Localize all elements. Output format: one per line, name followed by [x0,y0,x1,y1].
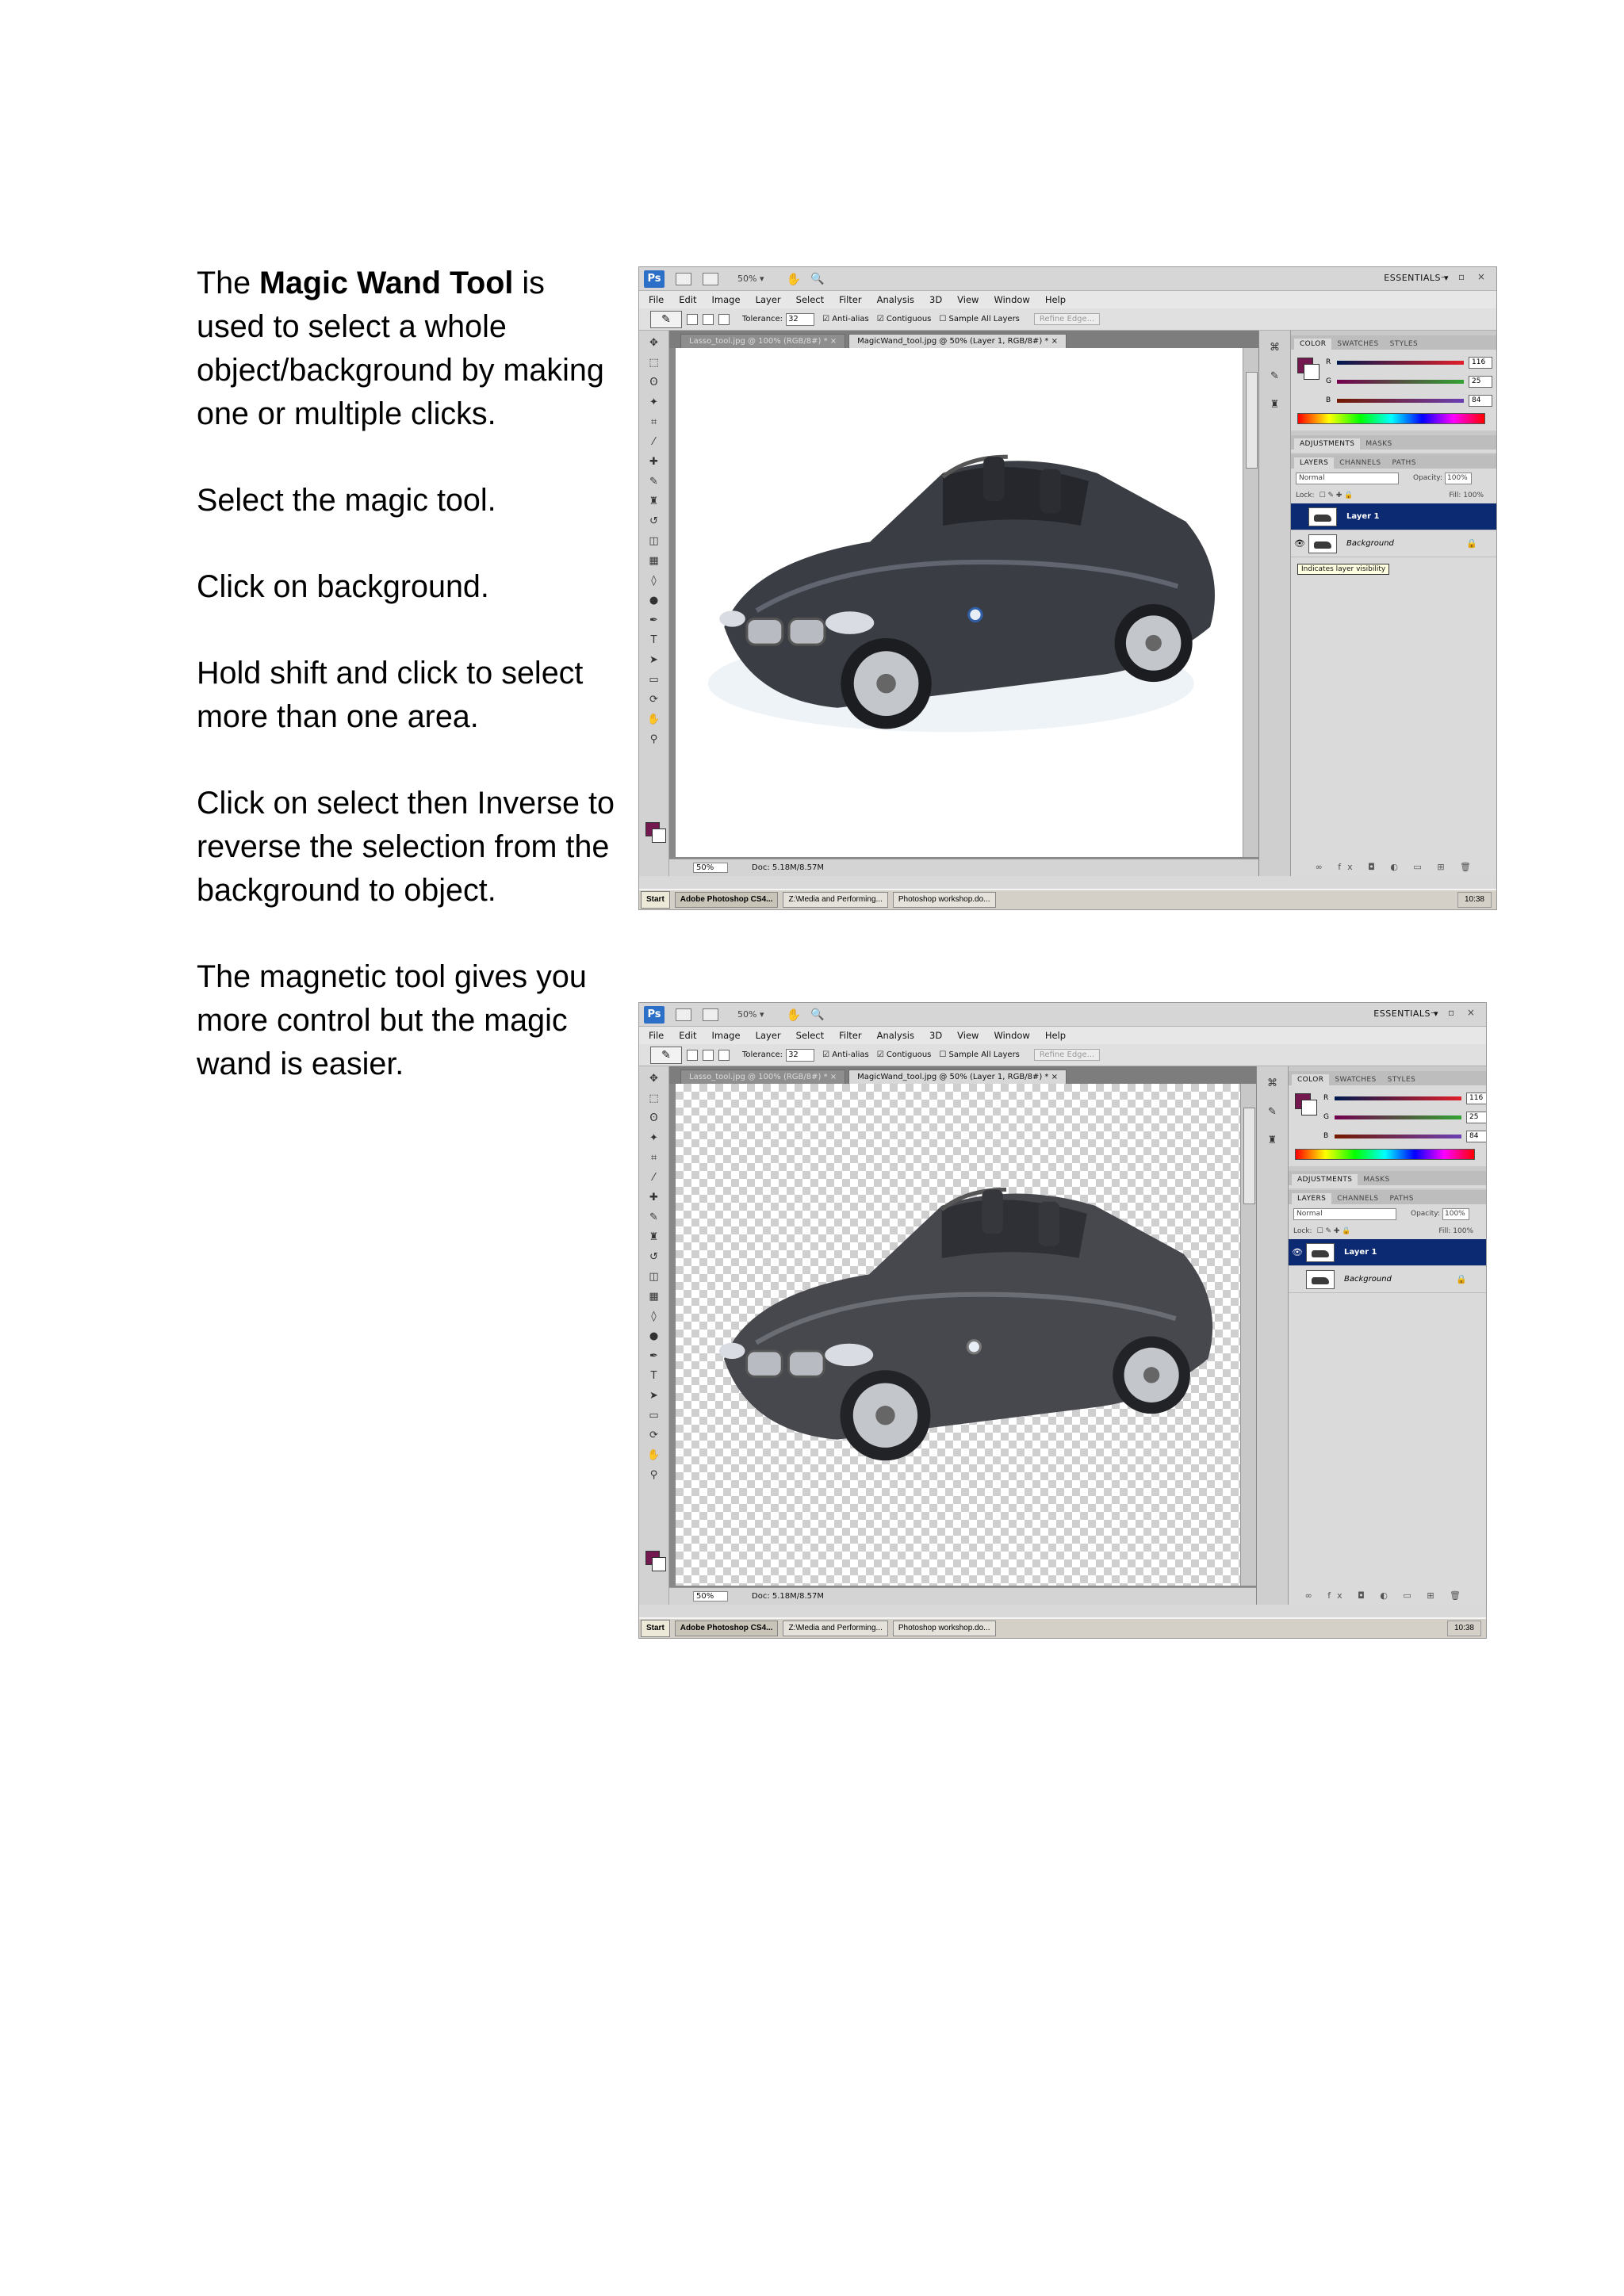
anti-alias-checkbox[interactable]: ☑ Anti-alias [822,1050,869,1059]
stamp-tool-icon[interactable]: ♜ [649,496,659,507]
brush-tool-icon[interactable]: ✎ [649,476,658,488]
tolerance-label: Tolerance: [742,1050,783,1059]
history-panel-icon[interactable]: ⌘ [1267,1077,1277,1089]
document-area [669,331,1258,876]
tab-lasso-tool[interactable]: Lasso_tool.jpg @ 100% (RGB/8#) * × [680,1070,845,1084]
menu-help[interactable]: Help [1044,294,1067,305]
history-brush-icon[interactable]: ↺ [649,1251,658,1263]
panel-background-swatch[interactable] [1304,364,1320,380]
view-extras-icon[interactable] [703,1008,718,1021]
refine-edge-button[interactable]: Refine Edge... [1034,313,1100,325]
layer-row-background[interactable] [1291,530,1496,557]
window-buttons[interactable]: – ▫ × [1441,271,1490,282]
fill-label: Fill: [1449,492,1461,499]
tab-swatches[interactable]: SWATCHES [1337,340,1379,348]
task-word-doc[interactable]: Photoshop workshop.do... [893,892,996,908]
eraser-tool-icon[interactable]: ◫ [649,535,659,547]
healing-tool-icon[interactable]: ✚ [649,1192,658,1203]
subtract-selection-mode[interactable] [718,314,730,325]
windows-taskbar [639,889,1496,909]
menu-bar [639,291,1496,308]
red-slider[interactable]: R 116 [1323,1090,1487,1106]
lock-row [1289,1223,1486,1239]
add-selection-mode[interactable] [703,314,714,325]
blend-mode-select[interactable]: Normal [1296,473,1399,484]
hand-tool-icon[interactable]: ✋ [647,714,661,725]
blue-slider[interactable]: B 84 [1326,392,1492,408]
layers-footer-icons[interactable]: ∞ fx ◘ ◐ ▭ ⊞ 🗑 [1304,1590,1467,1601]
vertical-scrollbar[interactable] [1240,1084,1256,1586]
opacity-label: Opacity: [1411,1210,1440,1218]
panel-background-swatch[interactable] [1301,1100,1317,1115]
color-spectrum[interactable] [1297,413,1485,424]
document-tabs [669,1066,1256,1084]
magic-wand-tool-icon[interactable]: ✦ [649,1132,658,1144]
tab-paths[interactable]: PATHS [1389,1195,1414,1203]
menu-3d[interactable]: 3D [929,1030,943,1041]
fill-label: Fill: [1438,1227,1451,1235]
layer-options-row [1291,469,1496,488]
tab-styles[interactable]: STYLES [1389,340,1419,348]
tab-adjustments[interactable]: ADJUSTMENTS [1294,438,1360,450]
options-bar [639,308,1496,331]
options-bar [639,1044,1486,1066]
contiguous-checkbox[interactable]: ☑ Contiguous [877,1050,932,1059]
color-panel-tabs [1291,335,1496,350]
green-value[interactable]: 25 [1469,376,1492,388]
layer-name: Background [1344,1275,1392,1284]
magic-wand-tool-icon[interactable]: ✦ [649,396,658,408]
anti-alias-checkbox[interactable]: ☑ Anti-alias [822,315,869,323]
status-zoom[interactable]: 50% [693,1591,728,1601]
eyedropper-tool-icon[interactable]: ⁄ [653,436,655,448]
stamp-tool-icon[interactable]: ♜ [649,1231,659,1243]
new-selection-mode[interactable] [687,314,698,325]
panel-icon-strip [1257,1066,1289,1605]
path-selection-icon[interactable]: ➤ [649,1390,658,1402]
layer-thumbnail [1308,534,1337,553]
zoom-tool-icon[interactable]: ⚲ [649,733,658,745]
tab-channels[interactable]: CHANNELS [1339,459,1381,467]
lock-row [1291,488,1496,503]
magic-wand-icon[interactable]: ✎ [650,1047,682,1064]
bridge-icon[interactable] [676,273,691,285]
layers-tabs [1289,1190,1486,1204]
step-click-background: Click on background. [197,569,489,604]
red-value[interactable]: 116 [1466,1093,1487,1104]
layers-tabs [1291,454,1496,469]
opacity-label: Opacity: [1413,474,1442,482]
step-inverse: Click on select then Inverse to reverse the selection from the background to object. [197,786,615,908]
eraser-tool-icon[interactable]: ◫ [649,1271,659,1283]
tab-channels[interactable]: CHANNELS [1337,1195,1379,1203]
blue-value[interactable]: 84 [1469,395,1492,407]
blur-tool-icon[interactable]: ◊ [651,575,657,587]
zoom-level[interactable]: 50% ▾ [737,274,764,284]
color-panel-tabs [1289,1071,1486,1085]
task-explorer[interactable]: Z:\Media and Performing... [783,1621,887,1636]
tab-color[interactable]: COLOR [1294,339,1331,350]
type-tool-icon[interactable]: T [650,1370,657,1382]
tab-lasso-tool[interactable]: Lasso_tool.jpg @ 100% (RGB/8#) * × [680,334,845,348]
status-bar [669,859,1258,876]
tab-layers[interactable]: LAYERS [1294,457,1334,469]
layer-options-row [1289,1204,1486,1223]
gradient-tool-icon[interactable]: ▦ [649,1291,659,1303]
tab-adjustments[interactable]: ADJUSTMENTS [1292,1174,1358,1185]
history-panel-icon[interactable]: ⌘ [1270,342,1280,354]
dodge-tool-icon[interactable]: ● [649,595,659,607]
clone-source-icon[interactable]: ♜ [1270,399,1280,411]
task-photoshop[interactable]: Adobe Photoshop CS4... [675,1621,779,1636]
sample-all-layers-checkbox[interactable]: ☐ Sample All Layers [939,1050,1020,1059]
refine-edge-button[interactable]: Refine Edge... [1034,1049,1100,1061]
menu-3d[interactable]: 3D [929,294,943,305]
visibility-eye-icon[interactable]: 👁 [1292,1247,1303,1257]
clone-source-icon[interactable]: ♜ [1267,1135,1277,1146]
layer-row-layer1[interactable] [1289,1239,1486,1266]
photoshop-screenshot-before [638,266,1497,910]
task-photoshop[interactable]: Adobe Photoshop CS4... [675,892,779,908]
lasso-tool-icon[interactable]: ʘ [649,377,658,388]
green-slider[interactable]: G 25 [1326,373,1492,389]
hand-icon[interactable]: ✋ [786,1007,802,1022]
pen-tool-icon[interactable]: ✒ [649,614,658,626]
red-slider[interactable]: R 116 [1326,354,1492,370]
eyedropper-tool-icon[interactable]: ⁄ [653,1172,655,1184]
opacity-input[interactable]: 100% [1442,1208,1469,1220]
menu-analysis[interactable]: Analysis [876,1030,914,1041]
menu-image[interactable]: Image [711,294,741,305]
tab-paths[interactable]: PATHS [1392,459,1416,467]
zoom-tool-icon[interactable]: ⚲ [649,1469,658,1481]
crop-tool-icon[interactable]: ⌗ [650,416,657,428]
dodge-tool-icon[interactable]: ● [649,1330,659,1342]
blue-slider[interactable]: B 84 [1323,1128,1487,1144]
menu-analysis[interactable]: Analysis [876,294,914,305]
move-tool-icon[interactable]: ✥ [649,337,658,349]
start-button[interactable]: Start [641,891,670,909]
tab-color[interactable]: COLOR [1292,1074,1329,1085]
menu-layer[interactable]: Layer [755,294,781,305]
visibility-eye-icon[interactable]: 👁 [1294,538,1305,549]
magic-wand-tool-term: Magic Wand Tool [259,266,514,300]
tab-masks[interactable]: MASKS [1363,1176,1390,1184]
car-image-cutout [676,1084,1240,1586]
photoshop-logo: Ps [644,270,665,288]
path-selection-icon[interactable]: ➤ [649,654,658,666]
layer-thumbnail [1306,1270,1335,1289]
brush-tool-icon[interactable]: ✎ [649,1211,658,1223]
adjustments-tabs [1289,1171,1486,1185]
tab-magic-wand[interactable]: MagicWand_tool.jpg @ 50% (Layer 1, RGB/8#) * × [848,334,1067,348]
menu-bar [639,1027,1486,1044]
hand-tool-icon[interactable]: ✋ [647,1449,661,1461]
app-bar [639,267,1496,291]
lock-label: Lock: [1296,492,1315,499]
window-buttons[interactable]: – ▫ × [1431,1007,1480,1018]
shape-tool-icon[interactable]: ▭ [649,1410,659,1422]
tab-styles[interactable]: STYLES [1387,1076,1416,1084]
green-value[interactable]: 25 [1466,1112,1487,1123]
menu-view[interactable]: View [957,1030,979,1041]
new-selection-mode[interactable] [687,1050,698,1061]
layer-thumbnail [1308,507,1337,526]
task-explorer[interactable]: Z:\Media and Performing... [783,892,887,908]
tab-swatches[interactable]: SWATCHES [1335,1076,1377,1084]
healing-tool-icon[interactable]: ✚ [649,456,658,468]
workspace-switcher[interactable]: ESSENTIALS ▾ [1384,273,1449,283]
lasso-tool-icon[interactable]: ʘ [649,1112,658,1124]
hand-icon[interactable]: ✋ [786,271,802,286]
vertical-scrollbar[interactable] [1243,348,1258,857]
menu-window[interactable]: Window [994,294,1030,305]
menu-edit[interactable]: Edit [679,294,697,305]
red-value[interactable]: 116 [1469,357,1492,369]
brushes-panel-icon[interactable]: ✎ [1270,370,1279,382]
lock-icon: 🔒 [1466,538,1477,549]
zoom-icon[interactable]: 🔍 [810,272,825,285]
3d-rotate-icon[interactable]: ⟳ [649,694,658,706]
step-select-tool: Select the magic tool. [197,483,496,518]
menu-window[interactable]: Window [994,1030,1030,1041]
history-brush-icon[interactable]: ↺ [649,515,658,527]
menu-image[interactable]: Image [711,1030,741,1041]
type-tool-icon[interactable]: T [650,634,657,646]
layer-thumbnail [1306,1243,1335,1262]
layer-name: Layer 1 [1346,512,1380,521]
tab-masks[interactable]: MASKS [1365,440,1392,448]
document-tabs [669,331,1258,348]
menu-view[interactable]: View [957,294,979,305]
layer-row-background[interactable] [1289,1266,1486,1293]
layers-panel [1291,454,1496,876]
bridge-icon[interactable] [676,1008,691,1021]
magic-wand-icon[interactable]: ✎ [650,311,682,328]
opacity-input[interactable]: 100% [1445,473,1472,484]
lock-icons[interactable]: ☐ ✎ ✚ 🔒 [1319,492,1354,499]
windows-taskbar [639,1617,1486,1638]
system-clock: 10:38 [1457,892,1492,908]
color-panel [1291,335,1496,430]
add-selection-mode[interactable] [703,1050,714,1061]
lock-icon: 🔒 [1456,1274,1467,1284]
panels-dock [1258,331,1496,876]
adjustments-panel [1289,1171,1486,1188]
tolerance-input[interactable]: 32 [786,1049,814,1062]
shape-tool-icon[interactable]: ▭ [649,674,659,686]
blur-tool-icon[interactable]: ◊ [651,1311,657,1322]
tab-magic-wand[interactable]: MagicWand_tool.jpg @ 50% (Layer 1, RGB/8#) * × [848,1070,1067,1084]
status-doc-size: Doc: 5.18M/8.57M [752,1592,825,1601]
toolbox [639,1066,669,1605]
menu-filter[interactable]: Filter [839,294,862,305]
tolerance-input[interactable]: 32 [786,313,814,326]
tolerance-label: Tolerance: [742,315,783,323]
blue-value[interactable]: 84 [1466,1131,1487,1142]
3d-rotate-icon[interactable]: ⟳ [649,1429,658,1441]
menu-layer[interactable]: Layer [755,1030,781,1041]
lock-icons[interactable]: ☐ ✎ ✚ 🔒 [1316,1227,1351,1235]
menu-filter[interactable]: Filter [839,1030,862,1041]
status-doc-size: Doc: 5.18M/8.57M [752,863,825,872]
fill-value[interactable]: 100% [1463,492,1484,499]
brushes-panel-icon[interactable]: ✎ [1268,1106,1277,1118]
background-color-swatch[interactable] [652,1557,666,1571]
document-area [669,1066,1256,1605]
view-extras-icon[interactable] [703,273,718,285]
green-slider[interactable]: G 25 [1323,1109,1487,1125]
contiguous-checkbox[interactable]: ☑ Contiguous [877,315,932,323]
layer-name: Background [1346,539,1394,548]
image-canvas-transparent[interactable] [676,1084,1240,1586]
photoshop-screenshot-after [638,1002,1487,1639]
menu-select[interactable]: Select [795,1030,825,1041]
move-tool-icon[interactable]: ✥ [649,1073,658,1085]
adjustments-tabs [1291,435,1496,450]
crop-tool-icon[interactable]: ⌗ [650,1152,657,1164]
toolbox [639,331,669,876]
instructions [197,262,617,1086]
layers-panel [1289,1190,1486,1605]
zoom-icon[interactable]: 🔍 [810,1008,825,1021]
task-word-doc[interactable]: Photoshop workshop.do... [893,1621,996,1636]
menu-select[interactable]: Select [795,294,825,305]
gradient-tool-icon[interactable]: ▦ [649,555,659,567]
adjustments-panel [1291,435,1496,453]
background-color-swatch[interactable] [652,828,666,843]
panel-icon-strip [1259,331,1291,876]
subtract-selection-mode[interactable] [718,1050,730,1061]
intro-paragraph: The Magic Wand Tool is used to select a whole object/background by making one or multiple clicks. [197,266,604,431]
car-image [676,348,1243,857]
marquee-tool-icon[interactable]: ⬚ [649,357,659,369]
sample-all-layers-checkbox[interactable]: ☐ Sample All Layers [939,315,1020,323]
tip-magnetic-tool: The magnetic tool gives you more control but the magic wand is easier. [197,959,587,1081]
layer-row-layer1[interactable] [1291,503,1496,530]
system-clock: 10:38 [1447,1621,1481,1636]
fill-control[interactable] [1438,1227,1473,1235]
start-button[interactable]: Start [641,1620,670,1637]
pen-tool-icon[interactable]: ✒ [649,1350,658,1362]
lock-label: Lock: [1293,1227,1312,1235]
status-zoom[interactable]: 50% [693,863,728,873]
menu-file[interactable]: File [649,1030,665,1041]
layers-footer-icons[interactable]: ∞ fx ◘ ◐ ▭ ⊞ 🗑 [1315,862,1477,872]
menu-help[interactable]: Help [1044,1030,1067,1041]
step-shift-click: Hold shift and click to select more than one area. [197,656,584,734]
app-bar [639,1003,1486,1027]
fill-control[interactable] [1449,492,1484,499]
marquee-tool-icon[interactable]: ⬚ [649,1093,659,1104]
panels-dock [1256,1066,1486,1605]
tab-layers[interactable]: LAYERS [1292,1193,1331,1204]
fill-value[interactable]: 100% [1453,1227,1473,1235]
color-spectrum[interactable] [1295,1149,1475,1160]
blend-mode-select[interactable]: Normal [1293,1208,1396,1220]
menu-file[interactable]: File [649,294,665,305]
workspace-switcher[interactable]: ESSENTIALS ▾ [1373,1008,1438,1019]
color-panel [1289,1071,1486,1166]
photoshop-logo: Ps [644,1006,665,1024]
menu-edit[interactable]: Edit [679,1030,697,1041]
zoom-level[interactable]: 50% ▾ [737,1009,764,1020]
status-bar [669,1587,1256,1605]
visibility-tooltip: Indicates layer visibility [1297,564,1389,575]
layer-name: Layer 1 [1344,1248,1377,1257]
image-canvas[interactable] [676,348,1243,857]
